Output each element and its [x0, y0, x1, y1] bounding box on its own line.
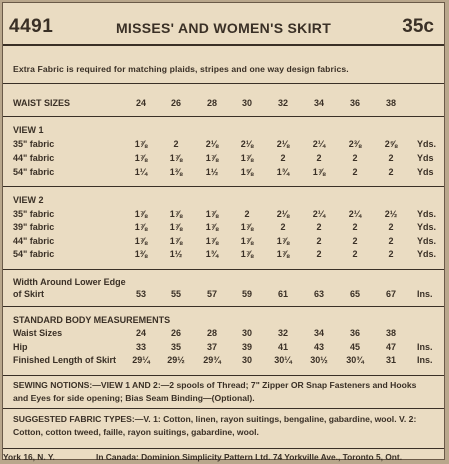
measurement-label: Hip	[13, 341, 28, 352]
measurement-cell: 38	[385, 328, 396, 338]
yardage-cell: 2	[280, 222, 286, 233]
yardage-cell: 1½	[169, 248, 183, 259]
yardage-cell: 2	[352, 167, 358, 177]
measurement-cell: 43	[313, 341, 324, 352]
measurement-cell: 39	[241, 341, 252, 352]
yardage-cell: 1⅞	[205, 209, 219, 219]
waist-size-cell: 28	[206, 98, 217, 108]
divider	[3, 448, 444, 449]
yardage-cell: 2⅛	[205, 139, 219, 149]
yardage-cell: 2⅝	[384, 139, 398, 149]
measurement-cell: 33	[135, 341, 146, 352]
yardage-cell: 2	[173, 139, 179, 149]
unit-label: Yds	[417, 153, 434, 163]
body-measurements-title: STANDARD BODY MEASUREMENTS	[13, 315, 171, 325]
yardage-cell: 2	[388, 167, 394, 177]
divider	[3, 306, 444, 307]
measurement-cell: 36	[349, 328, 360, 338]
yardage-cell: 2⅛	[276, 139, 290, 149]
header-bar	[3, 3, 444, 46]
yardage-cell: 1¾	[276, 167, 290, 177]
fabric-width-label: 44" fabric	[13, 153, 55, 163]
yardage-cell: 2	[316, 235, 322, 246]
yardage-cell: 2¼	[312, 209, 326, 219]
yardage-cell: 2	[388, 222, 394, 233]
unit-label: Yds	[417, 167, 434, 177]
waist-sizes-label: WAIST SIZES	[13, 98, 71, 108]
lower-edge-cell: 61	[277, 289, 288, 299]
yardage-cell: 2	[244, 209, 250, 219]
yardage-cell: 1¾	[205, 248, 219, 259]
fabric-width-label: 39" fabric	[13, 222, 55, 233]
measurement-cell: 30½	[310, 355, 328, 365]
waist-size-cell: 32	[277, 98, 288, 108]
divider	[3, 375, 444, 376]
yardage-cell: 2	[280, 153, 286, 163]
waist-size-cell: 36	[349, 98, 360, 108]
yardage-cell: 2	[352, 235, 358, 246]
measurement-cell: 29¾	[203, 355, 221, 365]
yardage-cell: 1⅜	[134, 248, 148, 259]
waist-size-cell: 38	[385, 98, 396, 108]
yardage-cell: 1⅞	[240, 153, 254, 163]
unit-label: Yds.	[417, 139, 437, 149]
yardage-cell: 2	[316, 222, 322, 233]
yardage-cell: 1⅜	[169, 167, 183, 177]
unit-label: Ins.	[417, 341, 433, 352]
yardage-cell: 1⅞	[205, 235, 219, 246]
yardage-cell: 1⅞	[134, 153, 148, 163]
waist-size-cell: 24	[135, 98, 146, 108]
waist-size-cell: 30	[241, 98, 252, 108]
pattern-envelope-back	[2, 2, 445, 460]
yardage-cell: 1¼	[134, 167, 148, 177]
divider	[3, 408, 444, 409]
measurement-cell: 30	[241, 328, 252, 338]
lower-edge-cell: 57	[206, 289, 217, 299]
yardage-cell: 1⅞	[276, 248, 290, 259]
fabric-width-label: 35" fabric	[13, 209, 55, 219]
yardage-cell: 2	[388, 235, 394, 246]
lower-edge-cell: 55	[170, 289, 181, 299]
yardage-cell: 2⅜	[348, 139, 362, 149]
measurement-cell: 29½	[167, 355, 185, 365]
yardage-cell: 1⅞	[134, 209, 148, 219]
divider	[3, 116, 444, 117]
pattern-number: 4491	[9, 16, 54, 37]
fabric-width-label: 44" fabric	[13, 235, 55, 246]
measurement-cell: 24	[135, 328, 146, 338]
yardage-cell: 1⅞	[312, 167, 326, 177]
divider	[3, 83, 444, 84]
unit-label: Yds.	[417, 209, 437, 219]
yardage-cell: 1⅞	[205, 222, 219, 233]
yardage-cell: 1⅞	[134, 235, 148, 246]
lower-edge-cell: 67	[385, 289, 396, 299]
yardage-cell: 1⅞	[169, 222, 183, 233]
view2-title: VIEW 2	[13, 195, 44, 205]
fabric-width-label: 35" fabric	[13, 139, 55, 149]
footer-canada: In Canada: Dominion Simplicity Pattern Ltd. 74 Yorkville Ave., Toronto 5, Ont.	[96, 452, 403, 462]
lower-edge-label-line1: Width Around Lower Edge	[13, 277, 126, 287]
measurement-label: Waist Sizes	[13, 328, 63, 338]
lower-edge-label-line2: of Skirt	[13, 289, 45, 299]
footer-address: York 16, N. Y.	[3, 452, 55, 462]
yardage-cell: 1⅞	[276, 235, 290, 246]
yardage-cell: 2	[352, 248, 358, 259]
view1-title: VIEW 1	[13, 125, 44, 135]
yardage-cell: 2⅛	[276, 209, 290, 219]
lower-edge-cell: 63	[313, 289, 324, 299]
yardage-cell: 1⅞	[134, 222, 148, 233]
yardage-cell: 2	[388, 153, 394, 163]
yardage-cell: 1⅞	[240, 222, 254, 233]
yardage-cell: 1⅞	[169, 235, 183, 246]
unit-label: Ins.	[417, 289, 433, 299]
yardage-cell: 2	[352, 222, 358, 233]
yardage-cell: 2¼	[348, 209, 362, 219]
measurement-cell: 30	[241, 355, 252, 365]
waist-size-cell: 34	[313, 98, 324, 108]
measurement-cell: 37	[206, 341, 217, 352]
yardage-cell: 2⅛	[240, 139, 254, 149]
divider	[3, 269, 444, 270]
yardage-cell: 2¼	[312, 139, 326, 149]
lower-edge-cell: 65	[349, 289, 360, 299]
yardage-cell: 1⅞	[240, 248, 254, 259]
yardage-cell: 1⅞	[240, 235, 254, 246]
yardage-cell: 2½	[384, 209, 398, 219]
measurement-cell: 45	[349, 341, 360, 352]
measurement-cell: 29¼	[132, 355, 150, 365]
page-title: MISSES' AND WOMEN'S SKIRT	[115, 20, 332, 36]
yardage-cell: 1⅞	[134, 139, 148, 149]
yardage-cell: 1⅝	[240, 167, 254, 177]
measurement-cell: 26	[170, 328, 181, 338]
yardage-cell: 1½	[205, 167, 219, 177]
measurement-cell: 41	[277, 341, 288, 352]
measurement-cell: 31	[385, 355, 396, 365]
measurement-label: Finished Length of Skirt	[13, 355, 116, 365]
measurement-cell: 30¼	[274, 355, 292, 365]
lower-edge-cell: 59	[241, 289, 252, 299]
yardage-cell: 1⅞	[169, 153, 183, 163]
divider	[3, 186, 444, 187]
yardage-cell: 2	[352, 153, 358, 163]
fabric-width-label: 54" fabric	[13, 167, 55, 177]
yardage-cell: 1⅞	[205, 153, 219, 163]
fabric-width-label: 54" fabric	[13, 248, 55, 259]
lower-edge-cell: 53	[135, 289, 146, 299]
measurement-cell: 30¾	[346, 355, 364, 365]
unit-label: Yds.	[417, 248, 437, 259]
sewing-notions: SEWING NOTIONS:—VIEW 1 AND 2:—2 spools of Thread; 7" Zipper OR Snap Fasteners and Hooks and Eyes for side opening; Bias Seam Binding—(Optional).	[13, 380, 417, 403]
yardage-cell: 2	[316, 153, 322, 163]
fabric-note: Extra Fabric is required for matching plaids, stripes and one way design fabrics.	[13, 64, 349, 74]
measurement-cell: 34	[313, 328, 324, 338]
price: 35c	[402, 16, 434, 37]
unit-label: Yds.	[417, 235, 437, 246]
measurement-cell: 35	[170, 341, 181, 352]
yardage-cell: 1⅞	[169, 209, 183, 219]
suggested-fabrics: SUGGESTED FABRIC TYPES:—V. 1: Cotton, linen, rayon suitings, bengaline, gabardine, wool. V. 2: Cotton, cotton tweed, faille, rayon suitings, gabardine, wool.	[13, 414, 417, 437]
yardage-cell: 2	[388, 248, 394, 259]
measurement-cell: 32	[277, 328, 288, 338]
unit-label: Ins.	[417, 355, 433, 365]
yardage-cell: 2	[316, 248, 322, 259]
measurement-cell: 47	[385, 341, 396, 352]
measurement-cell: 28	[206, 328, 217, 338]
unit-label: Yds.	[417, 222, 437, 233]
waist-size-cell: 26	[170, 98, 181, 108]
